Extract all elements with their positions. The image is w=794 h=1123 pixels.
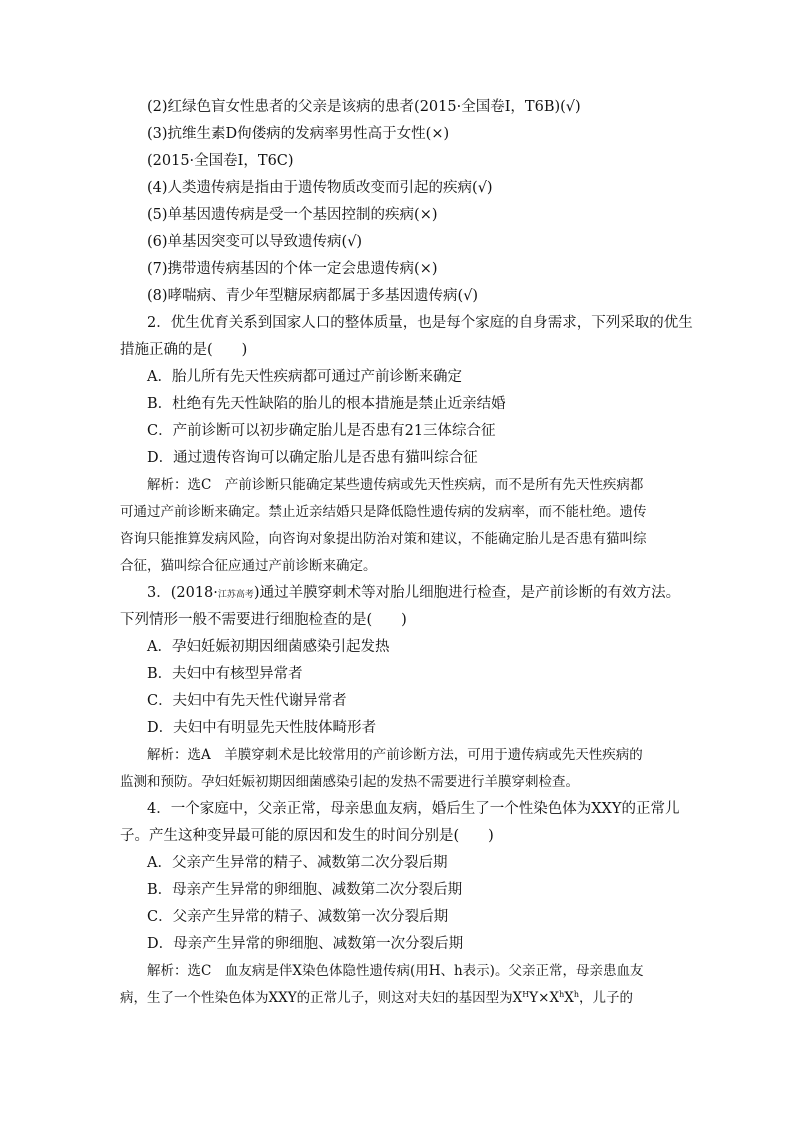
genotype-mid-2: X [564, 990, 574, 1006]
q3-option-a: A．孕妇妊娠初期因细菌感染引起发热 [147, 639, 390, 655]
q2-analysis-line3: 咨询只能推算发病风险，向咨询对象提出防治对策和建议，不能确定胎儿是否患有猫叫综 [120, 531, 647, 547]
q4-analysis-line2 [120, 988, 633, 1008]
q2-option-c: C．产前诊断可以初步确定胎儿是否患有21三体综合征 [147, 423, 496, 439]
allele-h-recessive-2: h [573, 990, 580, 999]
q3-stem-line2: 下列情形一般不需要进行细胞检查的是( ) [120, 612, 407, 628]
q3-option-d: D．夫妇中有明显先天性肢体畸形者 [147, 720, 377, 736]
judge-item-5: (5)单基因遗传病是受一个基因控制的疾病(×) [147, 207, 438, 223]
q4-analysis-line1: 解析：选C 血友病是伴X染色体隐性遗传病(用H、h表示)。父亲正常，母亲患血友 [147, 963, 644, 979]
q4-option-c: C．父亲产生异常的精子、减数第一次分裂后期 [147, 909, 449, 925]
q3-option-c: C．夫妇中有先天性代谢异常者 [147, 693, 347, 709]
judge-item-7: (7)携带遗传病基因的个体一定会患遗传病(×) [147, 261, 438, 277]
judge-item-4: (4)人类遗传病是指由于遗传物质改变而引起的疾病(√) [147, 180, 493, 196]
q2-stem-line2: 措施正确的是( ) [120, 342, 248, 358]
allele-h-dominant: H [522, 990, 530, 999]
q3-analysis-line1: 解析：选A 羊膜穿刺术是比较常用的产前诊断方法，可用于遗传病或先天性疾病的 [147, 747, 643, 763]
judge-item-8: (8)哮喘病、青少年型糖尿病都属于多基因遗传病(√) [147, 288, 479, 304]
judge-item-6: (6)单基因突变可以导致遗传病(√) [147, 234, 363, 250]
judge-item-3-source: (2015·全国卷Ⅰ，T6C) [147, 153, 294, 169]
q4-analysis-line2-end: ，儿子的 [579, 990, 634, 1006]
q3-stem-line1-text: )通过羊膜穿刺术等对胎儿细胞进行检查，是产前诊断的有效方法。 [253, 585, 681, 601]
q4-option-a: A．父亲产生异常的精子、减数第二次分裂后期 [147, 855, 448, 871]
q2-option-a: A．胎儿所有先天性疾病都可通过产前诊断来确定 [147, 369, 462, 385]
q4-option-b: B．母亲产生异常的卵细胞、减数第二次分裂后期 [147, 882, 463, 898]
q4-analysis-line2-text: 病，生了一个性染色体为XXY的正常儿子，则这对夫妇的基因型为X [120, 990, 523, 1006]
q3-option-b: B．夫妇中有核型异常者 [147, 666, 303, 682]
q4-stem-line2: 子。产生这种变异最可能的原因和发生的时间分别是( ) [120, 828, 494, 844]
q2-stem-line1: 2．优生优育关系到国家人口的整体质量，也是每个家庭的自身需求，下列采取的优生 [147, 315, 693, 331]
judge-item-3: (3)抗维生素D佝偻病的发病率男性高于女性(×) [147, 126, 450, 142]
q2-option-b: B．杜绝有先天性缺陷的胎儿的根本措施是禁止近亲结婚 [147, 396, 506, 412]
genotype-mid-1: Y×X [529, 990, 560, 1006]
q4-option-d: D．母亲产生异常的卵细胞、减数第一次分裂后期 [147, 936, 464, 952]
q2-analysis-line2: 可通过产前诊断来确定。禁止近亲结婚只是降低隐性遗传病的发病率，而不能杜绝。遗传 [120, 504, 647, 520]
q2-option-d: D．通过遗传咨询可以确定胎儿是否患有猫叫综合征 [147, 450, 478, 466]
q3-stem-line1 [147, 583, 680, 605]
q3-number: 3．(2018· [147, 585, 218, 601]
q2-analysis-line4: 合征，猫叫综合征应通过产前诊断来确定。 [120, 558, 377, 574]
q3-source-tag: 江苏高考 [217, 590, 254, 600]
q4-stem-line1: 4．一个家庭中，父亲正常，母亲患血友病，婚后生了一个性染色体为XXY的正常儿 [147, 801, 680, 817]
judge-item-2: (2)红绿色盲女性患者的父亲是该病的患者(2015·全国卷Ⅰ，T6B)(√) [147, 99, 581, 115]
allele-h-recessive-1: h [559, 990, 565, 999]
q2-analysis-line1: 解析：选C 产前诊断只能确定某些遗传病或先天性疾病，而不是所有先天性疾病都 [147, 477, 644, 493]
q3-analysis-line2: 监测和预防。孕妇妊娠初期因细菌感染引起的发热不需要进行羊膜穿刺检查。 [120, 774, 579, 790]
